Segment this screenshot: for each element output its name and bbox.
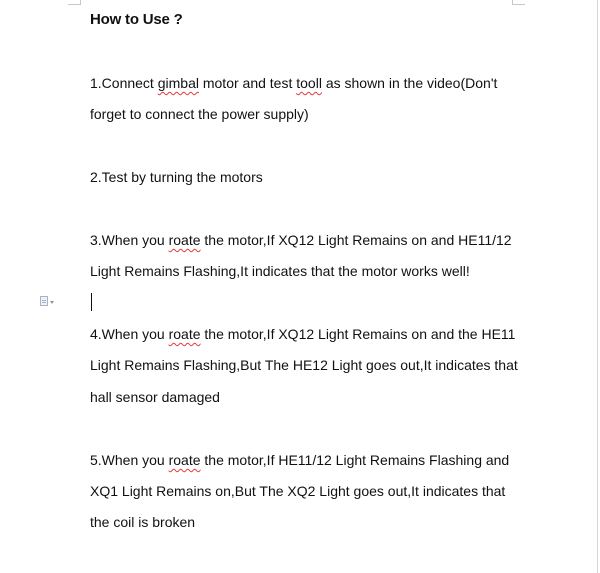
step4-line1 [90, 325, 515, 343]
step1-text: motor and test [198, 75, 297, 91]
page-corner-mark-left [68, 0, 81, 5]
step5-text: 5.When you [90, 452, 169, 468]
spellcheck-word-roate[interactable]: roate [168, 452, 201, 468]
document-title: How to Use ? [90, 11, 183, 28]
text-cursor [91, 293, 92, 311]
chevron-down-icon [50, 301, 54, 304]
step1-line2: forget to connect the power supply) [90, 106, 309, 122]
step5-line2: XQ1 Light Remains on,But The XQ2 Light goes out,It indicates that [90, 483, 506, 499]
step3-text: 3.When you [90, 232, 169, 248]
step1-text: 1.Connect [90, 75, 158, 91]
step4-text: the motor,If XQ12 Light Remains on and the HE11 [200, 326, 516, 342]
spellcheck-word-tooll[interactable]: tooll [296, 75, 322, 91]
step5-text: the motor,If HE11/12 Light Remains Flashing and [200, 452, 510, 468]
document-icon [40, 296, 48, 306]
page-corner-mark-right [512, 0, 525, 5]
spellcheck-word-roate[interactable]: roate [168, 326, 201, 342]
step1-line1 [90, 74, 497, 92]
step5-line3: the coil is broken [90, 514, 196, 530]
step4-line2: Light Remains Flashing,But The HE12 Light goes out,It indicates that [90, 357, 518, 373]
paragraph-handle[interactable] [40, 296, 54, 306]
step1-text: as shown in the video(Don't [321, 75, 498, 91]
spellcheck-word-roate[interactable]: roate [168, 232, 201, 248]
step4-line3: hall sensor damaged [90, 389, 220, 405]
step4-text: 4.When you [90, 326, 169, 342]
step2-line1: 2.Test by turning the motors [90, 169, 263, 185]
step3-line2: Light Remains Flashing,It indicates that the motor works well! [90, 263, 470, 279]
spellcheck-word-gimbal[interactable]: gimbal [157, 75, 199, 91]
step3-text: the motor,If XQ12 Light Remains on and HE11/12 [200, 232, 512, 248]
step3-line1 [90, 231, 512, 249]
page-edge [597, 0, 598, 573]
step5-line1 [90, 451, 509, 469]
